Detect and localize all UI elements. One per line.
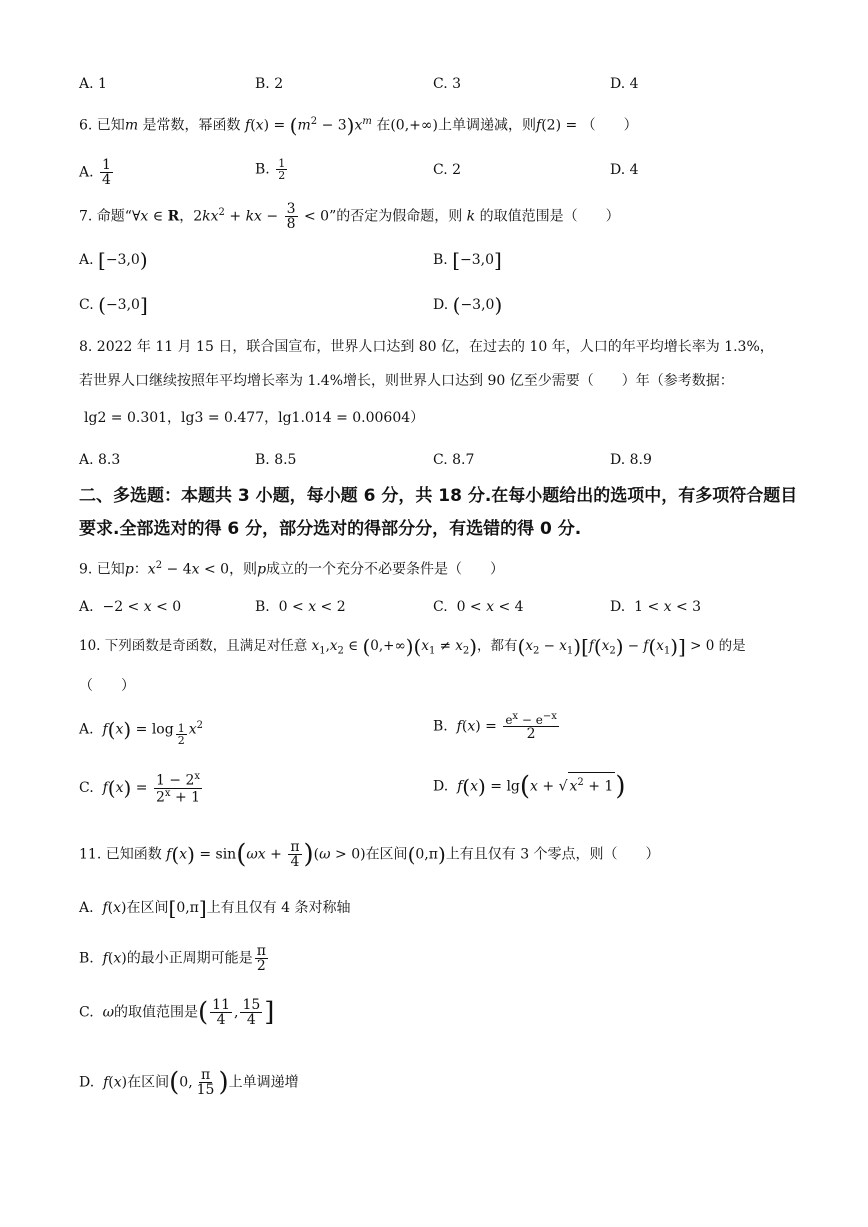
section-heading-line-1: 二、多选题：本题共 3 小题，每小题 6 分，共 18 分.在每小题给出的选项中，有多项符合题目 xyxy=(79,486,798,506)
q9-option-d: D. 1 < x < 3 xyxy=(610,599,702,615)
q8-line-2: 若世界人口继续按照年平均增长率为 1.4%增长，则世界人口达到 90 亿至少需要（ ）年（参考数据： xyxy=(79,373,734,389)
q10-stem: 10. 下列函数是奇函数，且满足对任意 $x_1,x_2$ ∈ $(0,+\infty)(x_1 \ne x_2)$，都有$(x_2 - x_1)[f(x_2) - f(x_1)] > 0$ 的是 xyxy=(79,634,746,659)
q10-option-d: D. f(x) = lg(x + √ $x^2 + 1$) xyxy=(433,771,626,802)
q5-option-d: D. 4 xyxy=(610,76,639,92)
q6-option-b: B. $\frac{1}{2}$ xyxy=(255,157,286,182)
q10-option-b: B. f(x) = $\frac{e^x - e^{-x}}{2}$ xyxy=(433,711,557,742)
q11-option-d: D. f(x)在区间(0, $\frac{\pi}{15}$ )上单调递增 xyxy=(79,1067,299,1098)
q10-option-c: C. f(x) = $\frac{1 - 2^x}{2^x + 1}$ xyxy=(79,771,201,806)
q10-option-a: A. f(x) = log $_{\frac{1}{2}}$ $x^2$ xyxy=(79,717,203,748)
q7-option-d: D. (−3,0) xyxy=(433,293,503,317)
q8-option-b: B. 8.5 xyxy=(255,452,297,468)
q11-stem: 11. 已知函数 f(x) = sin(ωx + $\frac{\pi}{4}$ )(ω > 0)在区间(0,π)上有且仅有 3 个零点，则（ ） xyxy=(79,839,660,870)
q9-option-c: C. 0 < x < 4 xyxy=(433,599,524,615)
q8-option-c: C. 8.7 xyxy=(433,452,475,468)
q6-option-c: C. 2 xyxy=(433,162,462,178)
q11-option-b: B. f(x)的最小正周期可能是 $\frac{\pi}{2}$ xyxy=(79,943,266,974)
q7-option-a: A. [−3,0) xyxy=(79,248,148,272)
q6-option-a: A. $\frac{1}{4}$ xyxy=(79,157,111,188)
q6-option-d: D. 4 xyxy=(610,162,639,178)
q11-option-c: C. ω的取值范围是( $\frac{11}{4}$ , $\frac{15}{4}$ ] xyxy=(79,997,275,1028)
q9-option-b: B. 0 < x < 2 xyxy=(255,599,346,615)
q8-option-a: A. 8.3 xyxy=(79,452,121,468)
q7-option-b: B. [−3,0] xyxy=(433,248,502,272)
q8-option-d: D. 8.9 xyxy=(610,452,652,468)
q5-option-b: B. 2 xyxy=(255,76,284,92)
q9-option-a: A. −2 < x < 0 xyxy=(79,599,182,615)
q5-option-c: C. 3 xyxy=(433,76,462,92)
q11-option-a: A. f(x)在区间[0,π]上有且仅有 4 条对称轴 xyxy=(79,896,351,920)
section-heading-line-2: 要求.全部选对的得 6 分，部分选对的得部分分，有选错的得 0 分. xyxy=(79,519,582,539)
q6-stem: 6. 已知m 是常数，幂函数 $f(x) = (m^2 - 3)x^m$ 在(0,+∞)上单调递减，则f(2) = （ ） xyxy=(79,113,638,138)
q5-option-a: A. 1 xyxy=(79,76,107,92)
q7-stem: 7. 命题“∀x ∈ R，$2kx^2$ + kx − $\frac{3}{8}$ < 0”的否定为假命题，则 k 的取值范围是（ ） xyxy=(79,201,620,232)
q8-line-1: 8. 2022 年 11 月 15 日，联合国宣布，世界人口达到 80 亿，在过去的 10 年，人口的年平均增长率为 1.3%， xyxy=(79,339,774,355)
q9-stem: 9. 已知p：$x^2 - 4x < 0$，则p成立的一个充分不必要条件是（ ） xyxy=(79,560,505,578)
q7-option-c: C. (−3,0] xyxy=(79,293,148,317)
q10-paren: （ ） xyxy=(79,678,135,694)
q8-line-3: lg2 = 0.301，lg3 = 0.477，lg1.014 = 0.00604） xyxy=(84,410,425,426)
